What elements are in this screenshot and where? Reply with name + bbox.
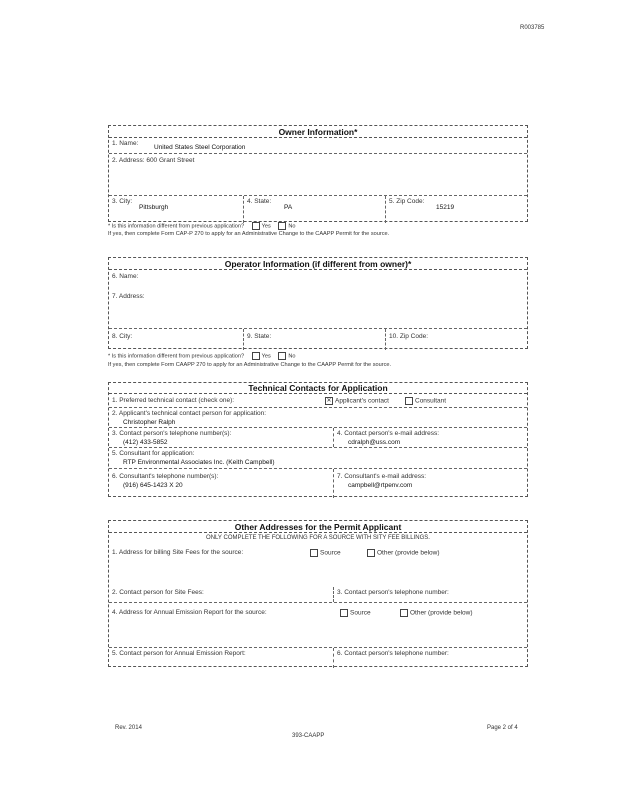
aer-source-label: Source (350, 609, 371, 617)
owner-address-row (109, 154, 527, 196)
owner-zip-value[interactable]: 15219 (436, 204, 455, 211)
technical-phone-label: 3. Contact person's telephone number(s): (112, 430, 232, 437)
operator-zip-label[interactable]: 10. Zip Code: (389, 333, 429, 340)
operator-no-label: No (288, 353, 296, 360)
footer-revision: Rev. 2014 (115, 725, 142, 731)
consultant-phone-value[interactable]: (916) 645-1423 X 20 (123, 482, 183, 489)
technical-title: Technical Contacts for Application (109, 383, 527, 394)
technical-consultant-phone-row (109, 469, 527, 498)
operator-address-label[interactable]: 7. Address: (112, 293, 145, 300)
technical-consultant-row (109, 448, 527, 469)
aer-source-checkbox[interactable] (340, 609, 348, 617)
aer-other-label: Other (provide below) (410, 609, 473, 617)
technical-preferred-label: 1. Preferred technical contact (check one): (112, 397, 235, 404)
other-subtitle: ONLY COMPLETE THE FOLLOWING FOR A SOURCE WITH SITY FEE BILLINGS. (206, 535, 430, 541)
technical-contact-value[interactable]: Christopher Ralph (123, 419, 176, 426)
technical-section (108, 382, 528, 497)
owner-section (108, 125, 528, 222)
owner-change-note: If yes, then complete Form CAP-P 270 to apply for an Administrative Change to the CAAPP Permit for the source. (108, 231, 390, 237)
owner-city-row (109, 196, 527, 223)
site-fees-source-checkbox[interactable] (310, 549, 318, 557)
site-fees-contact-row (109, 587, 527, 603)
operator-change-question-text: * Is this information different from previous application? (108, 353, 245, 360)
owner-name-label: 1. Name: (112, 140, 139, 147)
aer-contact-cell (109, 648, 334, 668)
owner-state-label: 4. State: (247, 198, 272, 205)
applicant-option-label: Applicant's contact (335, 397, 389, 405)
site-fees-contact-cell (109, 587, 334, 602)
site-fees-other-checkbox[interactable] (367, 549, 375, 557)
operator-change-note: If yes, then complete Form CAAPP 270 to apply for an Administrative Change to the CAAPP Permit for the source. (108, 362, 392, 368)
consultant-email-value[interactable]: campbell@rtpenv.com (348, 482, 413, 489)
operator-city-label[interactable]: 8. City: (112, 333, 133, 340)
owner-city-label: 3. City: (112, 198, 133, 205)
technical-email-value[interactable]: cdralph@uss.com (348, 439, 401, 446)
operator-zip-cell (386, 329, 527, 350)
technical-email-cell (334, 428, 527, 447)
technical-preferred-row (109, 394, 527, 408)
operator-section (108, 257, 528, 349)
technical-email-label: 4. Contact person's e-mail address: (337, 430, 440, 437)
operator-no-checkbox[interactable] (278, 352, 286, 360)
technical-contact-label: 2. Applicant's technical contact person for application: (112, 410, 267, 417)
owner-state-value[interactable]: PA (284, 204, 293, 211)
applicant-checkbox[interactable]: ✕ (326, 398, 332, 404)
owner-state-cell (244, 196, 386, 223)
operator-state-label[interactable]: 9. State: (247, 333, 272, 340)
consultant-checkbox[interactable] (405, 397, 413, 405)
site-fees-other-label: Other (provide below) (377, 549, 440, 557)
operator-yes-label: Yes (261, 353, 271, 360)
site-fees-phone-label[interactable]: 3. Contact person's telephone number: (337, 589, 449, 596)
operator-title: Operator Information (if different from owner)* (109, 258, 527, 270)
site-fees-other-option (361, 549, 440, 557)
technical-phone-value[interactable]: (412) 433-5852 (123, 439, 168, 446)
aer-contact-row (109, 648, 527, 668)
aer-contact-label[interactable]: 5. Contact person for Annual Emission Report: (112, 650, 246, 657)
owner-zip-label: 5. Zip Code: (389, 198, 425, 205)
operator-city-cell (109, 329, 244, 350)
owner-city-cell (109, 196, 244, 223)
consultant-email-cell (334, 469, 527, 498)
consultant-phone-cell (109, 469, 334, 498)
other-title: Other Addresses for the Permit Applicant (109, 521, 527, 533)
operator-name-row (109, 270, 527, 285)
aer-source-option (334, 609, 371, 617)
aer-phone-label[interactable]: 6. Contact person's telephone number: (337, 650, 449, 657)
owner-yes-label: Yes (261, 223, 271, 230)
operator-city-row (109, 329, 527, 350)
owner-name-row (109, 138, 527, 154)
owner-change-question-text: * Is this information different from previous application? (108, 223, 245, 230)
site-fees-source-option (304, 549, 341, 557)
owner-change-question (108, 222, 296, 230)
site-fees-phone-cell (334, 587, 527, 602)
technical-consultant-label: 5. Consultant for application: (112, 450, 195, 457)
footer-page-number: Page 2 of 4 (487, 725, 518, 731)
aer-address-row (109, 603, 527, 648)
technical-consultant-option (399, 397, 446, 405)
owner-yes-checkbox[interactable] (252, 222, 260, 230)
operator-address-row (109, 285, 527, 329)
consultant-option-label: Consultant (415, 397, 447, 405)
owner-title: Owner Information* (109, 126, 527, 138)
operator-change-question (108, 352, 296, 360)
owner-no-label: No (288, 223, 296, 230)
site-fees-contact-label[interactable]: 2. Contact person for Site Fees: (112, 589, 204, 596)
owner-zip-cell (386, 196, 527, 223)
owner-address-label[interactable]: 2. Address: 600 Grant Street (112, 157, 195, 164)
other-addresses-section (108, 520, 528, 667)
aer-other-option (394, 609, 473, 617)
operator-name-label[interactable]: 6. Name: (112, 273, 139, 280)
consultant-phone-label: 6. Consultant's telephone number(s): (112, 473, 219, 480)
aer-address-label: 4. Address for Annual Emission Report for the source: (112, 609, 267, 616)
consultant-email-label: 7. Consultant's e-mail address: (337, 473, 427, 480)
technical-phone-cell (109, 428, 334, 447)
technical-contact-row (109, 408, 527, 428)
aer-phone-cell (334, 648, 527, 668)
site-fees-address-label: 1. Address for billing Site Fees for the source: (112, 549, 244, 556)
owner-no-checkbox[interactable] (278, 222, 286, 230)
owner-city-value[interactable]: Pittsburgh (139, 204, 169, 211)
operator-yes-checkbox[interactable] (252, 352, 260, 360)
operator-state-cell (244, 329, 386, 350)
aer-other-checkbox[interactable] (400, 609, 408, 617)
footer-form-id: 393-CAAPP (292, 733, 325, 739)
document-id: R003785 (520, 25, 545, 31)
owner-name-value[interactable]: United States Steel Corporation (154, 144, 246, 151)
technical-phone-row (109, 428, 527, 448)
technical-consultant-value[interactable]: RTP Environmental Associates Inc. (Keith Campbell) (123, 459, 275, 466)
technical-applicant-option (319, 397, 389, 405)
site-fees-source-label: Source (320, 549, 341, 557)
